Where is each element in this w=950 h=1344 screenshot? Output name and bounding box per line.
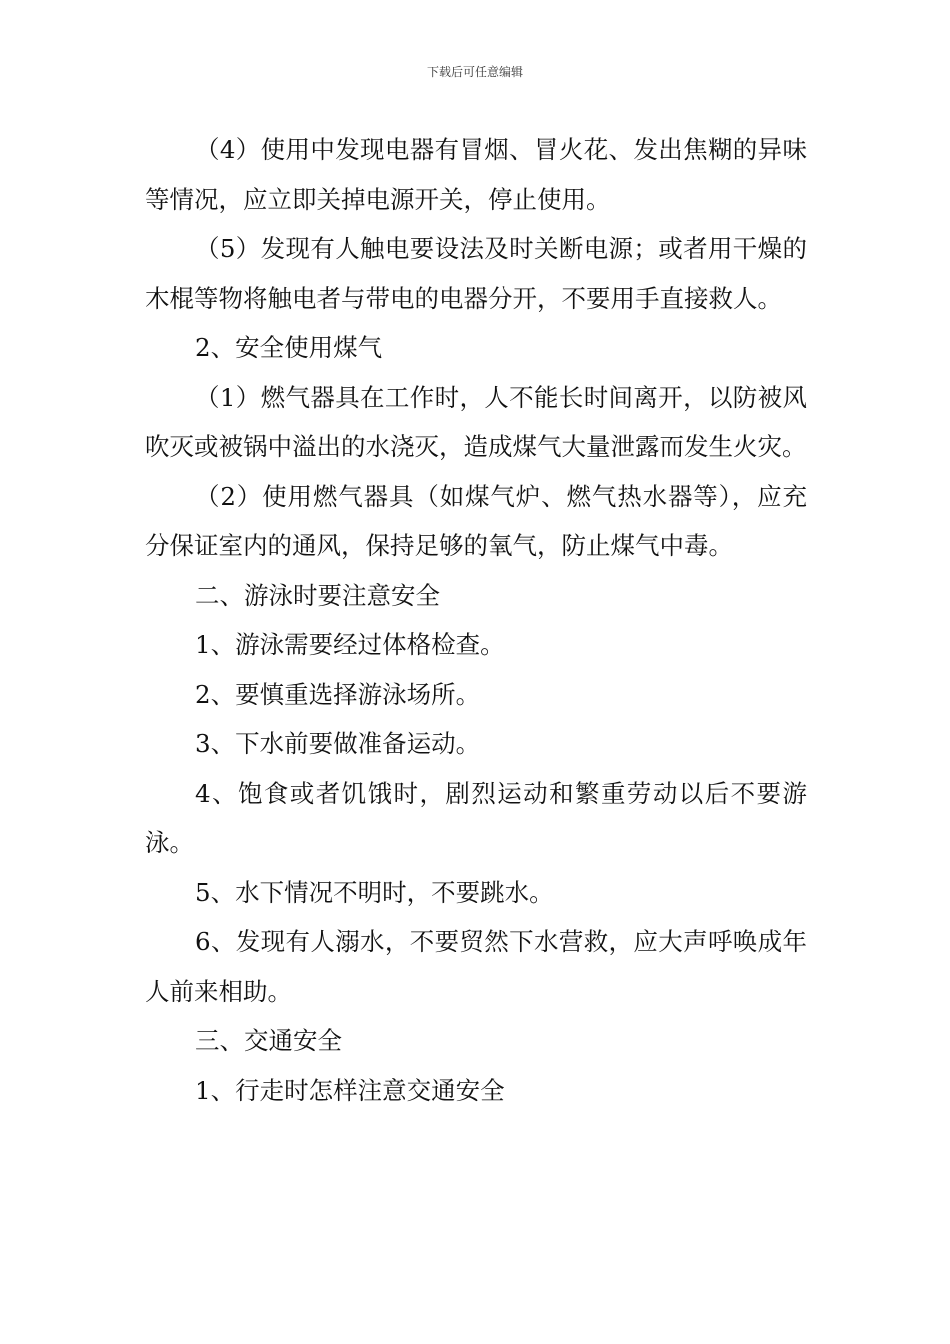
- list-item-swim-3: 3、下水前要做准备运动。: [195, 729, 481, 758]
- paragraph-electric-shock: （5）发现有人触电要设法及时关断电源；或者用干燥的木棍等物将触电者与带电的电器分开，不要用手直接救人。: [145, 234, 807, 313]
- list-item-swim-6: 6、发现有人溺水，不要贸然下水营救，应大声呼唤成年人前来相助。: [145, 927, 807, 1006]
- list-item-swim-4: 4、饱食或者饥饿时，剧烈运动和繁重劳动以后不要游泳。: [145, 778, 807, 857]
- paragraph-gas-ventilation: （2）使用燃气器具（如煤气炉、燃气热水器等），应充分保证室内的通风，保持足够的氧气，防止煤气中毒。: [145, 481, 807, 560]
- section-heading-swimming: 二、游泳时要注意安全: [195, 580, 440, 610]
- page-header-note: 下载后可任意编辑: [426, 65, 523, 79]
- section-heading-traffic: 三、交通安全: [195, 1026, 342, 1055]
- list-item-swim-5: 5、水下情况不明时，不要跳水。: [195, 877, 554, 907]
- section-heading-gas: 2、安全使用煤气: [195, 333, 383, 362]
- list-item-traffic-1: 1、行走时怎样注意交通安全: [195, 1075, 505, 1105]
- document-body: [145, 125, 807, 1115]
- paragraph-electrical-smoke: （4）使用中发现电器有冒烟、冒火花、发出焦糊的异味等情况，应立即关掉电源开关，停止使用。: [145, 135, 807, 214]
- list-item-swim-1: 1、游泳需要经过体格检查。: [195, 630, 505, 659]
- paragraph-gas-unattended: （1）燃气器具在工作时，人不能长时间离开，以防被风吹灭或被锅中溢出的水浇灭，造成煤气大量泄露而发生火灾。: [145, 382, 807, 461]
- list-item-swim-2: 2、要慎重选择游泳场所。: [195, 679, 481, 709]
